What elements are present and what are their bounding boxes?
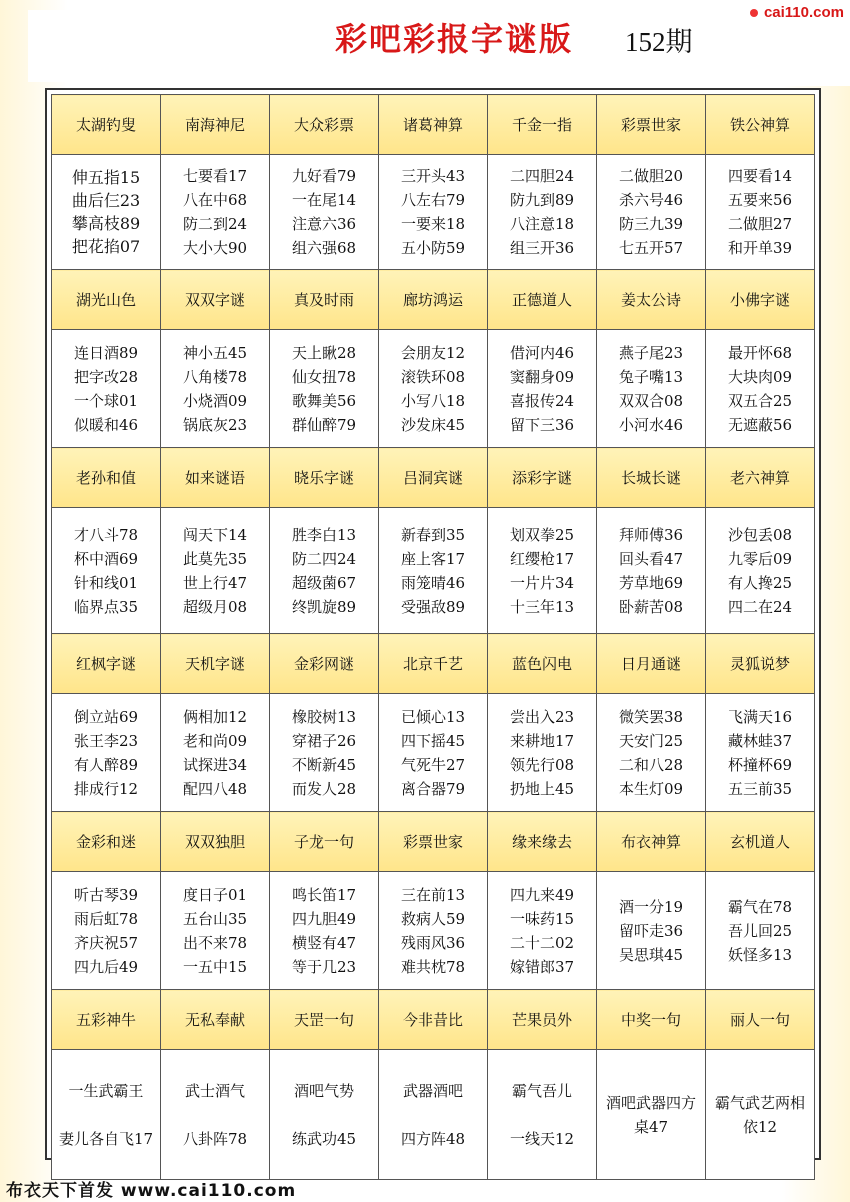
prediction-cell xyxy=(488,155,597,270)
prediction-line: 等于几23 xyxy=(291,957,357,976)
prediction-line: 似暖和46 xyxy=(73,415,139,434)
prediction-line: 世上行47 xyxy=(182,573,248,592)
column-header: 北京千艺 xyxy=(379,634,488,694)
prediction-line: 五要来56 xyxy=(727,191,793,209)
prediction-line: 雨后虹78 xyxy=(73,909,139,928)
prediction-line: 天安门25 xyxy=(618,731,684,750)
section-header-row xyxy=(52,448,815,508)
prediction-line: 一要来18 xyxy=(400,215,466,233)
prediction-line: 杀六号46 xyxy=(618,191,684,209)
prediction-line: 一在尾14 xyxy=(291,191,357,209)
prediction-line: 横竖有47 xyxy=(291,933,357,952)
prediction-cell xyxy=(597,694,706,812)
prediction-cell xyxy=(597,155,706,270)
prediction-line: 试探进34 xyxy=(182,755,248,774)
section-header-row xyxy=(52,270,815,330)
prediction-line: 拜师傅36 xyxy=(618,525,684,544)
prediction-line: 窦翻身09 xyxy=(509,367,575,386)
prediction-line: 兔子嘴13 xyxy=(618,367,684,386)
section-header-row xyxy=(52,634,815,694)
column-header: 姜太公诗 xyxy=(597,270,706,330)
section-content-row xyxy=(52,330,815,448)
prediction-line: 橡胶树13 xyxy=(291,707,357,726)
column-header: 千金一指 xyxy=(488,95,597,155)
puzzle-grid xyxy=(45,88,821,1160)
prediction-line: 卧薪苦08 xyxy=(618,597,684,616)
prediction-line: 嫁错郎37 xyxy=(509,957,575,976)
prediction-cell xyxy=(270,872,379,990)
prediction-cell xyxy=(270,155,379,270)
prediction-line: 配四八48 xyxy=(182,779,248,798)
column-header: 添彩字谜 xyxy=(488,448,597,508)
prediction-line: 曲后仨23 xyxy=(71,191,141,210)
prediction-cell xyxy=(706,508,815,634)
column-header: 缘来缘去 xyxy=(488,812,597,872)
prediction-line: 一片片34 xyxy=(509,573,575,592)
prediction-line: 注意六36 xyxy=(291,215,357,233)
column-header: 真及时雨 xyxy=(270,270,379,330)
column-header: 老孙和值 xyxy=(52,448,161,508)
prediction-line: 本生灯09 xyxy=(618,779,684,798)
prediction-line: 五台山35 xyxy=(182,909,248,928)
column-header: 正德道人 xyxy=(488,270,597,330)
prediction-line: 八角楼78 xyxy=(182,367,248,386)
prediction-cell xyxy=(52,155,161,270)
prediction-cell xyxy=(52,694,161,812)
prediction-cell xyxy=(706,872,815,990)
prediction-line: 四二在24 xyxy=(727,597,793,616)
prediction-line: 划双拳25 xyxy=(509,525,575,544)
column-header: 天机字谜 xyxy=(161,634,270,694)
prediction-line: 仙女扭78 xyxy=(291,367,357,386)
prediction-line: 闯天下14 xyxy=(182,525,248,544)
prediction-line: 四方阵48 xyxy=(400,1129,466,1148)
prediction-line: 老和尚09 xyxy=(182,731,248,750)
column-header: 诸葛神算 xyxy=(379,95,488,155)
column-header: 双双字谜 xyxy=(161,270,270,330)
prediction-line: 五三前35 xyxy=(727,779,793,798)
prediction-line: 微笑罢38 xyxy=(618,707,684,726)
prediction-line: 杯中酒69 xyxy=(73,549,139,568)
prediction-line: 二和八28 xyxy=(618,755,684,774)
prediction-cell xyxy=(161,330,270,448)
prediction-line: 已倾心13 xyxy=(400,707,466,726)
prediction-cell xyxy=(706,1050,815,1180)
blank-box-center xyxy=(352,60,596,88)
prediction-line: 妻儿各自飞17 xyxy=(58,1129,154,1148)
prediction-line: 才八斗78 xyxy=(73,525,139,544)
prediction-line: 临界点35 xyxy=(73,597,139,616)
prediction-line: 二四胆24 xyxy=(509,167,575,185)
prediction-line: 三在前13 xyxy=(400,885,466,904)
prediction-line: 回头看47 xyxy=(618,549,684,568)
prediction-line: 喜报传24 xyxy=(509,391,575,410)
prediction-line: 防二四24 xyxy=(291,549,357,568)
prediction-line: 气死牛27 xyxy=(400,755,466,774)
prediction-line: 而发人28 xyxy=(291,779,357,798)
prediction-line: 受强敌89 xyxy=(400,597,466,616)
prediction-line: 四要看14 xyxy=(727,167,793,185)
column-header: 丽人一句 xyxy=(706,990,815,1050)
prediction-cell xyxy=(597,1050,706,1180)
prediction-line: 听古琴39 xyxy=(73,885,139,904)
prediction-line: 小烧酒09 xyxy=(182,391,248,410)
prediction-cell xyxy=(52,330,161,448)
page-title: 彩吧彩报字谜版 xyxy=(335,20,574,58)
prediction-line: 救病人59 xyxy=(400,909,466,928)
prediction-line: 新春到35 xyxy=(400,525,466,544)
column-header: 吕洞宾谜 xyxy=(379,448,488,508)
prediction-line: 天上瞅28 xyxy=(291,343,357,362)
prediction-line: 借河内46 xyxy=(509,343,575,362)
prediction-line: 五小防59 xyxy=(400,239,466,257)
prediction-line: 武士酒气 xyxy=(184,1081,245,1100)
prediction-line: 沙包丢08 xyxy=(727,525,793,544)
prediction-line: 有人搀25 xyxy=(727,573,793,592)
prediction-line: 伸五指15 xyxy=(71,168,141,187)
issue-number: 152期 xyxy=(625,27,693,57)
prediction-line: 群仙醉79 xyxy=(291,415,357,434)
prediction-cell xyxy=(706,155,815,270)
prediction-line: 终凯旋89 xyxy=(291,597,357,616)
prediction-line: 扔地上45 xyxy=(509,779,575,798)
prediction-line: 四九来49 xyxy=(509,885,575,904)
prediction-line: 组三开36 xyxy=(509,239,575,257)
column-header: 五彩神牛 xyxy=(52,990,161,1050)
prediction-line: 大小大90 xyxy=(182,239,248,257)
prediction-line: 藏林蛙37 xyxy=(727,731,793,750)
prediction-line: 鸣长笛17 xyxy=(291,885,357,904)
column-header: 无私奉献 xyxy=(161,990,270,1050)
prediction-line: 会朋友12 xyxy=(400,343,466,362)
prediction-line: 一味药15 xyxy=(509,909,575,928)
prediction-line: 此莫先35 xyxy=(182,549,248,568)
section-content-row xyxy=(52,1050,815,1180)
section-header-row xyxy=(52,990,815,1050)
prediction-line: 二做胆27 xyxy=(727,215,793,233)
section-header-row xyxy=(52,95,815,155)
prediction-cell xyxy=(379,694,488,812)
prediction-line: 倒立站69 xyxy=(73,707,139,726)
prediction-line: 霸气武艺两相依12 xyxy=(714,1093,805,1136)
prediction-line: 领先行08 xyxy=(509,755,575,774)
prediction-line: 杯撞杯69 xyxy=(727,755,793,774)
column-header: 廊坊鸿运 xyxy=(379,270,488,330)
prediction-line: 锅底灰23 xyxy=(182,415,248,434)
column-header: 太湖钓叟 xyxy=(52,95,161,155)
prediction-line: 沙发床45 xyxy=(400,415,466,434)
prediction-line: 度日子01 xyxy=(182,885,248,904)
prediction-line: 难共枕78 xyxy=(400,957,466,976)
prediction-cell xyxy=(379,508,488,634)
prediction-line: 留吓走36 xyxy=(618,921,684,940)
prediction-cell xyxy=(270,1050,379,1180)
prediction-line: 一个球01 xyxy=(73,391,139,410)
column-header: 如来谜语 xyxy=(161,448,270,508)
prediction-cell xyxy=(379,1050,488,1180)
prediction-line: 八卦阵78 xyxy=(182,1129,248,1148)
section-content-row xyxy=(52,155,815,270)
prediction-line: 吴思琪45 xyxy=(618,945,684,964)
prediction-cell xyxy=(161,872,270,990)
logo-dot-icon xyxy=(750,9,758,17)
prediction-line: 防九到89 xyxy=(509,191,575,209)
prediction-line: 针和线01 xyxy=(73,573,139,592)
prediction-line: 七五开57 xyxy=(618,239,684,257)
prediction-line: 俩相加12 xyxy=(182,707,248,726)
prediction-line: 二十二02 xyxy=(509,933,575,952)
prediction-cell xyxy=(161,1050,270,1180)
prediction-cell xyxy=(379,155,488,270)
prediction-cell xyxy=(161,155,270,270)
prediction-line: 燕子尾23 xyxy=(618,343,684,362)
prediction-line: 尝出入23 xyxy=(509,707,575,726)
prediction-line: 最开怀68 xyxy=(727,343,793,362)
column-header: 铁公神算 xyxy=(706,95,815,155)
prediction-line: 吾儿回25 xyxy=(727,921,793,940)
prediction-line: 九零后09 xyxy=(727,549,793,568)
footer-credit: 布衣天下首发 www.cai110.com xyxy=(6,1181,297,1201)
prediction-cell xyxy=(379,330,488,448)
prediction-line: 小河水46 xyxy=(618,415,684,434)
prediction-line: 离合器79 xyxy=(400,779,466,798)
prediction-line: 二做胆20 xyxy=(618,167,684,185)
column-header: 金彩和迷 xyxy=(52,812,161,872)
prediction-line: 张王李23 xyxy=(73,731,139,750)
prediction-cell xyxy=(706,694,815,812)
section-content-row xyxy=(52,508,815,634)
prediction-line: 十三年13 xyxy=(509,597,575,616)
prediction-line: 四九胆49 xyxy=(291,909,357,928)
prediction-line: 留下三36 xyxy=(509,415,575,434)
prediction-line: 歌舞美56 xyxy=(291,391,357,410)
prediction-line: 红缨枪17 xyxy=(509,549,575,568)
prediction-cell xyxy=(597,508,706,634)
prediction-cell xyxy=(706,330,815,448)
prediction-cell xyxy=(488,1050,597,1180)
prediction-line: 穿裙子26 xyxy=(291,731,357,750)
prediction-line: 不断新45 xyxy=(291,755,357,774)
column-header: 彩票世家 xyxy=(597,95,706,155)
prediction-cell xyxy=(488,330,597,448)
prediction-line: 酒吧武器四方桌47 xyxy=(605,1093,696,1136)
prediction-line: 四下摇45 xyxy=(400,731,466,750)
site-logo[interactable] xyxy=(750,4,844,21)
prediction-line: 神小五45 xyxy=(182,343,248,362)
section-content-row xyxy=(52,872,815,990)
prediction-line: 霸气吾儿 xyxy=(511,1081,572,1100)
prediction-line: 妖怪多13 xyxy=(727,945,793,964)
prediction-cell xyxy=(379,872,488,990)
prediction-line: 九好看79 xyxy=(291,167,357,185)
prediction-line: 和开单39 xyxy=(727,239,793,257)
column-header: 湖光山色 xyxy=(52,270,161,330)
column-header: 蓝色闪电 xyxy=(488,634,597,694)
prediction-line: 超级菌67 xyxy=(291,573,357,592)
prediction-line: 有人醉89 xyxy=(73,755,139,774)
column-header: 天罡一句 xyxy=(270,990,379,1050)
column-header: 灵狐说梦 xyxy=(706,634,815,694)
prediction-line: 酒一分19 xyxy=(618,897,684,916)
prediction-line: 胜李白13 xyxy=(291,525,357,544)
prediction-line: 双五合25 xyxy=(727,391,793,410)
prediction-line: 残雨风36 xyxy=(400,933,466,952)
column-header: 老六神算 xyxy=(706,448,815,508)
column-header: 今非昔比 xyxy=(379,990,488,1050)
column-header: 彩票世家 xyxy=(379,812,488,872)
prediction-cell xyxy=(488,872,597,990)
column-header: 双双独胆 xyxy=(161,812,270,872)
column-header: 红枫字谜 xyxy=(52,634,161,694)
prediction-line: 座上客17 xyxy=(400,549,466,568)
prediction-line: 小写八18 xyxy=(400,391,466,410)
prediction-line: 无遮蔽56 xyxy=(727,415,793,434)
prediction-line: 一线天12 xyxy=(509,1129,575,1148)
prediction-line: 防三九39 xyxy=(618,215,684,233)
prediction-line: 组六强68 xyxy=(291,239,357,257)
column-header: 布衣神算 xyxy=(597,812,706,872)
prediction-line: 来耕地17 xyxy=(509,731,575,750)
column-header: 玄机道人 xyxy=(706,812,815,872)
prediction-line: 酒吧气势 xyxy=(293,1081,354,1100)
column-header: 子龙一句 xyxy=(270,812,379,872)
prediction-line: 攀高枝89 xyxy=(71,214,141,233)
prediction-line: 八在中68 xyxy=(182,191,248,209)
prediction-line: 一五中15 xyxy=(182,957,248,976)
column-header: 南海神尼 xyxy=(161,95,270,155)
prediction-cell xyxy=(52,508,161,634)
blank-box-left xyxy=(28,10,290,82)
prediction-cell xyxy=(161,508,270,634)
prediction-line: 滚铁环08 xyxy=(400,367,466,386)
column-header: 芒果员外 xyxy=(488,990,597,1050)
prediction-line: 四九后49 xyxy=(73,957,139,976)
column-header: 金彩网谜 xyxy=(270,634,379,694)
prediction-line: 连日酒89 xyxy=(73,343,139,362)
prediction-cell xyxy=(52,872,161,990)
prediction-line: 大块肉09 xyxy=(727,367,793,386)
prediction-cell xyxy=(270,508,379,634)
column-header: 日月通谜 xyxy=(597,634,706,694)
prediction-line: 一生武霸王 xyxy=(68,1081,144,1100)
section-content-row xyxy=(52,694,815,812)
prediction-line: 练武功45 xyxy=(291,1129,357,1148)
prediction-cell xyxy=(488,694,597,812)
prediction-line: 把字改28 xyxy=(73,367,139,386)
prediction-line: 双双合08 xyxy=(618,391,684,410)
prediction-line: 芳草地69 xyxy=(618,573,684,592)
prediction-cell xyxy=(52,1050,161,1180)
puzzle-table xyxy=(51,94,815,1180)
prediction-line: 八左右79 xyxy=(400,191,466,209)
prediction-line: 七要看17 xyxy=(182,167,248,185)
prediction-line: 飞满天16 xyxy=(727,707,793,726)
prediction-line: 防二到24 xyxy=(182,215,248,233)
prediction-cell xyxy=(270,330,379,448)
prediction-line: 三开头43 xyxy=(400,167,466,185)
prediction-line: 齐庆祝57 xyxy=(73,933,139,952)
column-header: 小佛字谜 xyxy=(706,270,815,330)
prediction-cell xyxy=(597,872,706,990)
prediction-line: 超级月08 xyxy=(182,597,248,616)
column-header: 长城长谜 xyxy=(597,448,706,508)
prediction-cell xyxy=(597,330,706,448)
column-header: 晓乐字谜 xyxy=(270,448,379,508)
section-header-row xyxy=(52,812,815,872)
prediction-line: 武器酒吧 xyxy=(402,1081,463,1100)
column-header: 大众彩票 xyxy=(270,95,379,155)
prediction-line: 出不来78 xyxy=(182,933,248,952)
prediction-line: 雨笼晴46 xyxy=(400,573,466,592)
prediction-cell xyxy=(161,694,270,812)
prediction-line: 八注意18 xyxy=(509,215,575,233)
prediction-line: 排成行12 xyxy=(73,779,139,798)
prediction-line: 霸气在78 xyxy=(727,897,793,916)
column-header: 中奖一句 xyxy=(597,990,706,1050)
site-name: cai110.com xyxy=(763,4,844,21)
prediction-cell xyxy=(270,694,379,812)
prediction-cell xyxy=(488,508,597,634)
prediction-line: 把花掐07 xyxy=(71,237,141,256)
